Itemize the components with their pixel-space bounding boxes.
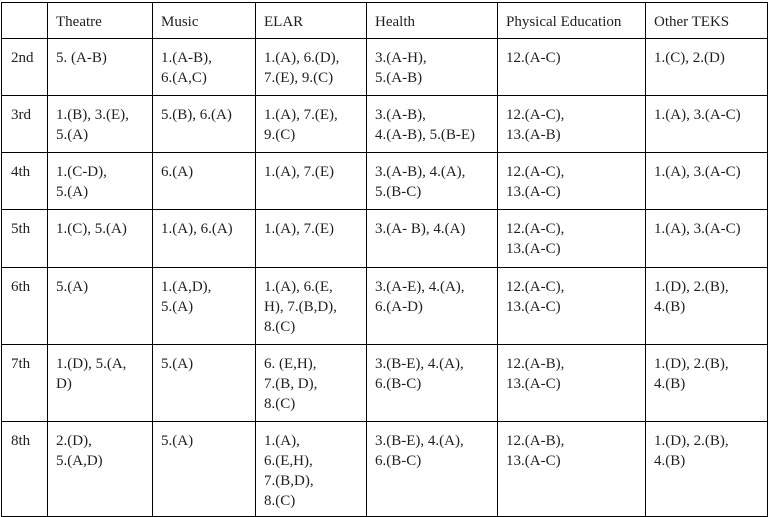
physical-education-cell — [498, 39, 646, 96]
cell-line: 1.(C), 5.(A) — [56, 221, 127, 237]
cell-line: 5.(A) — [56, 127, 89, 143]
table-row — [2, 153, 768, 210]
cell-line: 1.(A), 6.(A) — [161, 221, 233, 237]
health-cell — [367, 345, 498, 422]
cell-line: 5.(B-C) — [375, 184, 422, 200]
cell-line: 8.(C) — [264, 493, 296, 509]
cell-line: 6.(B-C) — [375, 453, 422, 469]
cell-line: H), 7.(B,D), — [264, 299, 337, 315]
header-health: Health — [367, 3, 498, 39]
cell-line: 4.(B) — [654, 299, 686, 315]
cell-line: 5.(A) — [56, 279, 89, 295]
cell-line: 1.(A), 7.(E) — [264, 221, 334, 237]
health-cell — [367, 210, 498, 268]
cell-line: 12.(A-C) — [506, 50, 561, 66]
header-elar: ELAR — [256, 3, 367, 39]
cell-line: 1.(D), 5.(A, — [56, 356, 127, 372]
elar-cell — [256, 153, 367, 210]
cell-line: 1.(A), — [264, 433, 300, 449]
cell-line: 1.(A,D), — [161, 279, 212, 295]
other-teks-cell — [646, 268, 768, 345]
grade-cell: 3rd — [2, 96, 48, 153]
cell-line: 12.(A-C), — [506, 164, 565, 180]
health-cell — [367, 39, 498, 96]
grade-cell: 7th — [2, 345, 48, 422]
physical-education-cell — [498, 210, 646, 268]
cell-line: 1.(A-B), — [161, 50, 212, 66]
cell-line: 5.(A,D) — [56, 453, 103, 469]
theatre-cell — [48, 345, 153, 422]
theatre-cell — [48, 422, 153, 517]
table-row — [2, 210, 768, 268]
cell-line: 4.(B) — [654, 376, 686, 392]
physical-education-cell — [498, 422, 646, 517]
cell-line: 1.(A), 6.(E, — [264, 279, 333, 295]
table-row — [2, 422, 768, 517]
cell-line: 9.(C) — [264, 127, 296, 143]
cell-line: 3.(A- B), 4.(A) — [375, 221, 466, 237]
grade-cell: 8th — [2, 422, 48, 517]
cell-line: 7.(E), 9.(C) — [264, 70, 334, 86]
cell-line: 7.(B,D), — [264, 473, 314, 489]
cell-line: 4.(A-B), 5.(B-E) — [375, 127, 475, 143]
music-cell — [153, 345, 256, 422]
grade-cell: 5th — [2, 210, 48, 268]
header-other-teks: Other TEKS — [646, 3, 768, 39]
cell-line: 12.(A-B), — [506, 356, 565, 372]
health-cell — [367, 153, 498, 210]
cell-line: 1.(D), 2.(B), — [654, 279, 729, 295]
health-cell — [367, 422, 498, 517]
other-teks-cell — [646, 39, 768, 96]
cell-line: 6.(A-D) — [375, 299, 423, 315]
elar-cell — [256, 96, 367, 153]
cell-line: 4.(B) — [654, 453, 686, 469]
grade-cell: 4th — [2, 153, 48, 210]
cell-line: 5.(B), 6.(A) — [161, 107, 232, 123]
cell-line: 1.(D), 2.(B), — [654, 433, 729, 449]
cell-line: 8.(C) — [264, 319, 296, 335]
cell-line: 12.(A-C), — [506, 279, 565, 295]
other-teks-cell — [646, 210, 768, 268]
cell-line: 6.(B-C) — [375, 376, 422, 392]
cell-line: 5.(A) — [56, 184, 89, 200]
health-cell — [367, 96, 498, 153]
physical-education-cell — [498, 153, 646, 210]
music-cell — [153, 268, 256, 345]
cell-line: 13.(A-C) — [506, 241, 561, 257]
cell-line: 3.(A-B), 4.(A), — [375, 164, 466, 180]
health-cell — [367, 268, 498, 345]
cell-line: 5.(A) — [161, 299, 194, 315]
theatre-cell — [48, 268, 153, 345]
other-teks-cell — [646, 96, 768, 153]
cell-line: 1.(A), 3.(A-C) — [654, 164, 741, 180]
cell-line: 6. (E,H), — [264, 356, 317, 372]
cell-line: 5.(A) — [161, 356, 194, 372]
cell-line: 8.(C) — [264, 396, 296, 412]
cell-line: 6.(A) — [161, 164, 194, 180]
cell-line: 3.(A-E), 4.(A), — [375, 279, 465, 295]
grade-cell: 2nd — [2, 39, 48, 96]
elar-cell — [256, 345, 367, 422]
cell-line: 1.(B), 3.(E), — [56, 107, 129, 123]
music-cell — [153, 210, 256, 268]
theatre-cell — [48, 39, 153, 96]
other-teks-cell — [646, 345, 768, 422]
cell-line: 13.(A-B) — [506, 127, 561, 143]
header-physical-education: Physical Education — [498, 3, 646, 39]
header-corner-cell — [2, 3, 48, 39]
cell-line: 1.(A), 3.(A-C) — [654, 221, 741, 237]
other-teks-cell — [646, 422, 768, 517]
elar-cell — [256, 268, 367, 345]
theatre-cell — [48, 96, 153, 153]
cell-line: 5.(A) — [161, 433, 194, 449]
cell-line: 2.(D), — [56, 433, 92, 449]
music-cell — [153, 96, 256, 153]
cell-line: 3.(A-H), — [375, 50, 427, 66]
cell-line: 1.(A), 7.(E), — [264, 107, 338, 123]
cell-line: 3.(A-B), — [375, 107, 426, 123]
cell-line: 1.(A), 3.(A-C) — [654, 107, 741, 123]
cell-line: 12.(A-C), — [506, 107, 565, 123]
cell-line: 1.(D), 2.(B), — [654, 356, 729, 372]
physical-education-cell — [498, 268, 646, 345]
cell-line: 1.(A), 7.(E) — [264, 164, 334, 180]
table-row — [2, 39, 768, 96]
grade-cell: 6th — [2, 268, 48, 345]
cell-line: 3.(B-E), 4.(A), — [375, 356, 464, 372]
cell-line: 13.(A-C) — [506, 376, 561, 392]
cell-line: 6.(E,H), — [264, 453, 313, 469]
music-cell — [153, 39, 256, 96]
elar-cell — [256, 422, 367, 517]
header-row — [2, 3, 768, 39]
cell-line: 5.(A-B) — [375, 70, 423, 86]
theatre-cell — [48, 210, 153, 268]
cell-line: 13.(A-C) — [506, 184, 561, 200]
cell-line: 3.(B-E), 4.(A), — [375, 433, 464, 449]
cell-line: 13.(A-C) — [506, 453, 561, 469]
cell-line: 5. (A-B) — [56, 50, 107, 66]
physical-education-cell — [498, 96, 646, 153]
cell-line: 13.(A-C) — [506, 299, 561, 315]
cell-line: 12.(A-B), — [506, 433, 565, 449]
theatre-cell — [48, 153, 153, 210]
cell-line: 1.(C), 2.(D) — [654, 50, 725, 66]
cell-line: 12.(A-C), — [506, 221, 565, 237]
cell-line: D) — [56, 376, 72, 392]
table-row — [2, 268, 768, 345]
music-cell — [153, 153, 256, 210]
teks-alignment-table — [1, 2, 768, 517]
table-row — [2, 345, 768, 422]
elar-cell — [256, 210, 367, 268]
header-theatre: Theatre — [48, 3, 153, 39]
cell-line: 1.(A), 6.(D), — [264, 50, 340, 66]
cell-line: 7.(B, D), — [264, 376, 318, 392]
music-cell — [153, 422, 256, 517]
physical-education-cell — [498, 345, 646, 422]
cell-line: 1.(C-D), — [56, 164, 107, 180]
elar-cell — [256, 39, 367, 96]
cell-line: 6.(A,C) — [161, 70, 207, 86]
header-music: Music — [153, 3, 256, 39]
table-row — [2, 96, 768, 153]
other-teks-cell — [646, 153, 768, 210]
